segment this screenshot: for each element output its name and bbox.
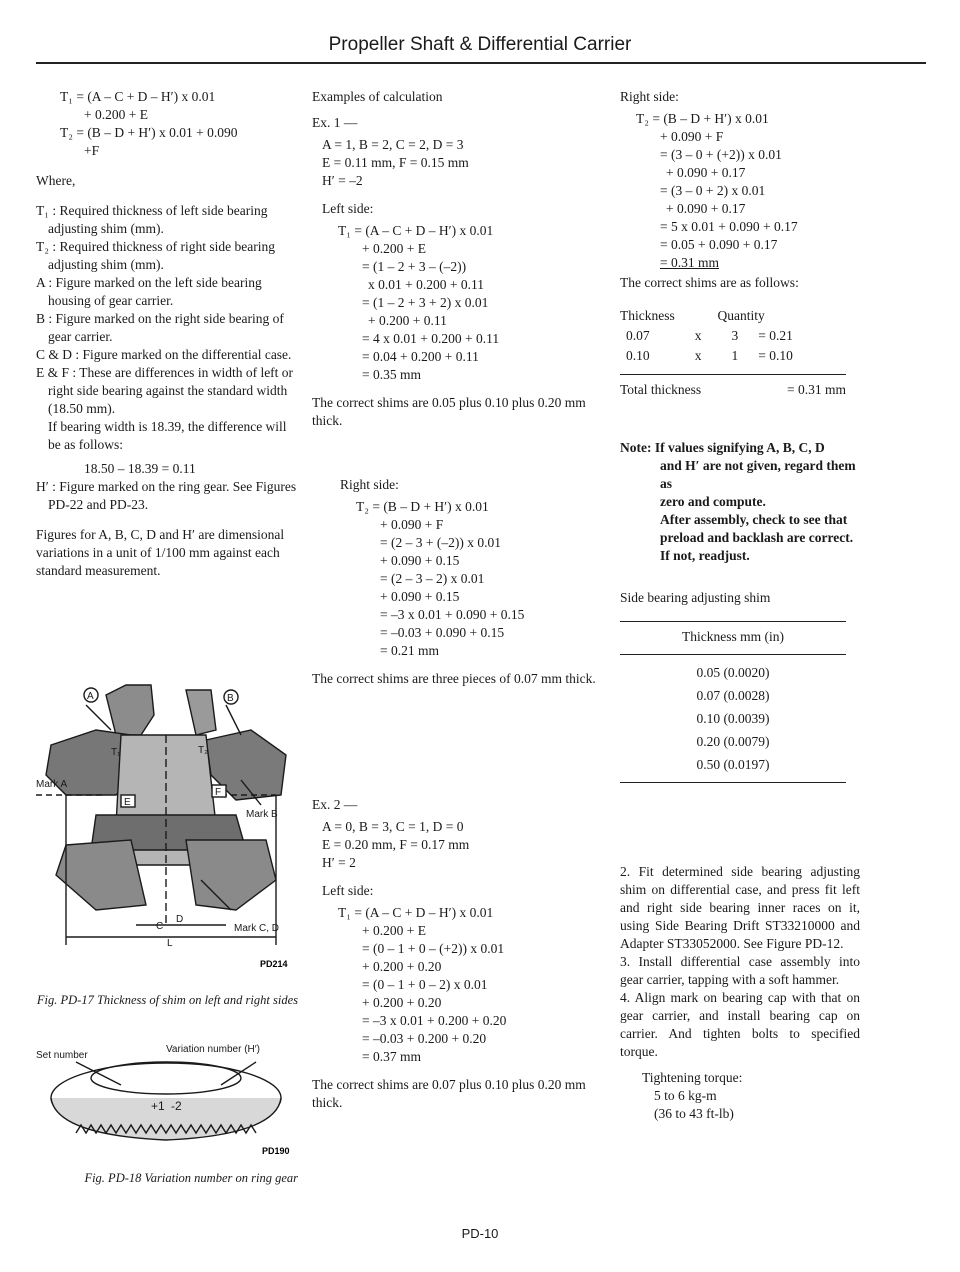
label-f: F [215,787,222,798]
note-block [620,439,860,565]
note-line: If not, readjust. [660,548,750,563]
label-t2: T₂ [198,745,208,756]
label-mark-a: Mark A [36,779,68,790]
calc-line: = (3 – 0 + (+2)) x 0.01 [660,147,782,162]
bearing-calc: 18.50 – 18.39 = 0.11 [84,461,196,476]
calc-line: + 0.090 + 0.15 [380,589,460,604]
step: 3. Install differential case assembly into gear carrier, tapping with a soft hammer. [620,954,860,987]
table-cell: 1 [731,348,739,363]
calc-line: x 0.01 + 0.200 + 0.11 [368,277,484,292]
definition-h: H′ : Figure marked on the ring gear. See Figures PD-22 and PD-23. [36,479,297,512]
set-number-label: Set number [36,1050,88,1061]
list-item: 0.20 (0.0079) [696,734,770,749]
calc-line: + 0.090 + 0.17 [666,165,746,180]
calc-line: = (3 – 0 + 2) x 0.01 [660,183,766,198]
result-text: The correct shims are 0.07 plus 0.10 plus 0.20 mm thick. [312,1077,586,1110]
figure-code: PD214 [260,959,288,969]
definition: C & D : Figure marked on the differential case. [36,347,292,362]
table-row [620,346,799,366]
table-cell: = 0.10 [758,348,793,363]
table-header: Thickness [620,308,675,323]
definition: E & F : These are differences in width of left or right side bearing against the standard width (18.50 mm). [36,365,294,416]
calc-block [312,222,602,384]
step: 2. Fit determined side bearing adjusting shim on differential case, and press fit left and right side bearing inner races on it, using Side Bearing Drift ST33210000 and Adapter ST33052000. See Figure PD-12. [620,864,860,951]
gear-mark: -2 [171,1099,182,1113]
side-title: Left side: [322,201,374,216]
torque-title: Tightening torque: [642,1070,743,1085]
list-item: 0.50 (0.0197) [696,757,770,772]
calc-line: T₁ = (A – C + D – H′) x 0.01 [338,905,494,920]
formula-line: T₁ = (A – C + D – H′) x 0.01 [60,89,216,104]
header-rule [36,62,926,64]
note-line: preload and backlash are correct. [660,530,854,545]
total-row [620,381,846,399]
table-header: Quantity [717,308,765,323]
label-mark-cd: Mark C, D [234,923,279,934]
definition: A : Figure marked on the left side bearing housing of gear carrier. [36,275,262,308]
example-label: Ex. 2 — [312,797,358,812]
calc-line: = –3 x 0.01 + 0.200 + 0.20 [362,1013,507,1028]
shim-thickness-diagram [36,675,296,975]
example-values: E = 0.20 mm, F = 0.17 mm [322,837,470,852]
formula-block [36,88,298,160]
side-bearing-title: Side bearing adjusting shim [620,590,771,605]
calc-line: + 0.090 + F [660,129,724,144]
calc-line: = (2 – 3 + (–2)) x 0.01 [380,535,501,550]
calc-line: = 5 x 0.01 + 0.090 + 0.17 [660,219,798,234]
shim-table [620,306,799,366]
table-cell: 0.07 [626,328,650,343]
table-cell: 0.10 [626,348,650,363]
calc-block [620,110,860,272]
calc-line: + 0.200 + E [362,923,426,938]
calc-line: = –3 x 0.01 + 0.090 + 0.15 [380,607,525,622]
torque-value: 5 to 6 kg-m [654,1088,717,1103]
side-title: Right side: [340,477,399,492]
ring-gear-diagram [36,1040,298,1160]
calc-line: = 0.21 mm [380,643,439,658]
calc-line: = (2 – 3 – 2) x 0.01 [380,571,485,586]
side-bearing-header: Thickness mm (in) [682,629,784,644]
note-line: Note: If values signifying A, B, C, D [620,440,825,455]
table-cell: = 0.21 [758,328,793,343]
figure-caption: Fig. PD-18 Variation number on ring gear [84,1171,298,1185]
shims-intro: The correct shims are as follows: [620,275,799,290]
calc-line: + 0.090 + 0.15 [380,553,460,568]
example-values: A = 0, B = 3, C = 1, D = 0 [322,819,464,834]
note-line: and H′ are not given, regard them as [660,458,856,491]
calc-line: = 0.04 + 0.200 + 0.11 [362,349,479,364]
table-rule [620,621,846,622]
table-header-row [620,306,799,326]
calc-line: + 0.090 + F [380,517,444,532]
calc-line: = 0.35 mm [362,367,421,382]
left-column [36,88,298,580]
calc-line: + 0.200 + 0.11 [368,313,447,328]
list-item: 0.10 (0.0039) [696,711,770,726]
note-line: zero and compute. [660,494,766,509]
torque-value: (36 to 43 ft-lb) [654,1106,734,1121]
calc-line: + 0.200 + E [362,241,426,256]
right-column [620,88,860,1123]
calc-line: = –0.03 + 0.200 + 0.20 [362,1031,487,1046]
label-c: C [156,921,164,932]
middle-column [312,88,602,1112]
calc-line: = (1 – 2 + 3 – (–2)) [362,259,467,274]
result-text: The correct shims are 0.05 plus 0.10 plus 0.20 mm thick. [312,395,586,428]
label-e: E [124,797,131,808]
side-bearing-list [620,661,846,776]
table-cell: x [694,348,702,363]
table-rule [620,374,846,375]
list-item: 0.07 (0.0028) [696,688,770,703]
calc-line: = 0.31 mm [660,255,719,270]
paragraph: Figures for A, B, C, D and H′ are dimensional variations in a unit of 1/100 mm against each standard measurement. [36,527,285,578]
calc-line: = 0.37 mm [362,1049,421,1064]
example-values: H′ = –2 [322,173,363,188]
calc-block [312,498,602,660]
figure-code: PD190 [262,1146,290,1156]
note-line: After assembly, check to see that [660,512,848,527]
variation-number-label: Variation number (H′) [166,1044,260,1055]
table-row [620,326,799,346]
example-values: A = 1, B = 2, C = 2, D = 3 [322,137,464,152]
total-label: Total thickness [620,382,702,397]
examples-title: Examples of calculation [312,89,443,104]
formula-line: + 0.200 + E [84,107,148,122]
calc-line: = (1 – 2 + 3 + 2) x 0.01 [362,295,489,310]
side-title: Right side: [620,89,679,104]
calc-line: + 0.200 + 0.20 [362,995,442,1010]
calc-line: = 4 x 0.01 + 0.200 + 0.11 [362,331,500,346]
definition: T₁ : Required thickness of left side bearing adjusting shim (mm). [36,203,268,236]
calc-line: = –0.03 + 0.090 + 0.15 [380,625,505,640]
formula-line: T₂ = (B – D + H′) x 0.01 + 0.090 [60,125,238,140]
label-mark-b: Mark B [246,809,278,820]
definition: B : Figure marked on the right side bearing of gear carrier. [36,311,284,344]
step: 4. Align mark on bearing cap with that on gear carrier, and install bearing cap on carrier. And tighten bolts to specified torque. [620,990,860,1059]
calc-line: = (0 – 1 + 0 – (+2)) x 0.01 [362,941,505,956]
where-label: Where, [36,173,76,188]
calc-line: + 0.200 + 0.20 [362,959,442,974]
table-cell: x [694,328,702,343]
calc-line: T₂ = (B – D + H′) x 0.01 [356,499,489,514]
label-d: D [176,914,184,925]
example-values: H′ = 2 [322,855,356,870]
label-l: L [167,938,173,949]
gear-mark: +1 [151,1099,165,1113]
side-title: Left side: [322,883,374,898]
formula-line: +F [84,143,100,158]
page-header: Propeller Shaft & Differential Carrier [328,34,632,55]
calc-block [312,904,602,1066]
calc-line: T₁ = (A – C + D – H′) x 0.01 [338,223,494,238]
bearing-note: If bearing width is 18.39, the difference will be as follows: [48,419,287,452]
example-label: Ex. 1 — [312,115,358,130]
calc-line: + 0.090 + 0.17 [666,201,746,216]
figure-caption: Fig. PD-17 Thickness of shim on left and right sides [36,993,298,1007]
calc-line: T₂ = (B – D + H′) x 0.01 [636,111,769,126]
list-item: 0.05 (0.0020) [696,665,770,680]
label-t1: T₁ [111,747,121,758]
calc-line: = (0 – 1 + 0 – 2) x 0.01 [362,977,488,992]
definition: T₂ : Required thickness of right side bearing adjusting shim (mm). [36,239,276,272]
total-value: = 0.31 mm [787,382,846,397]
page-number: PD-10 [461,1226,499,1241]
table-rule [620,654,846,655]
label-b: B [227,693,234,704]
example-values: E = 0.11 mm, F = 0.15 mm [322,155,469,170]
label-a: A [87,691,94,702]
calc-line: = 0.05 + 0.090 + 0.17 [660,237,778,252]
result-text: The correct shims are three pieces of 0.07 mm thick. [312,671,596,686]
table-cell: 3 [731,328,739,343]
